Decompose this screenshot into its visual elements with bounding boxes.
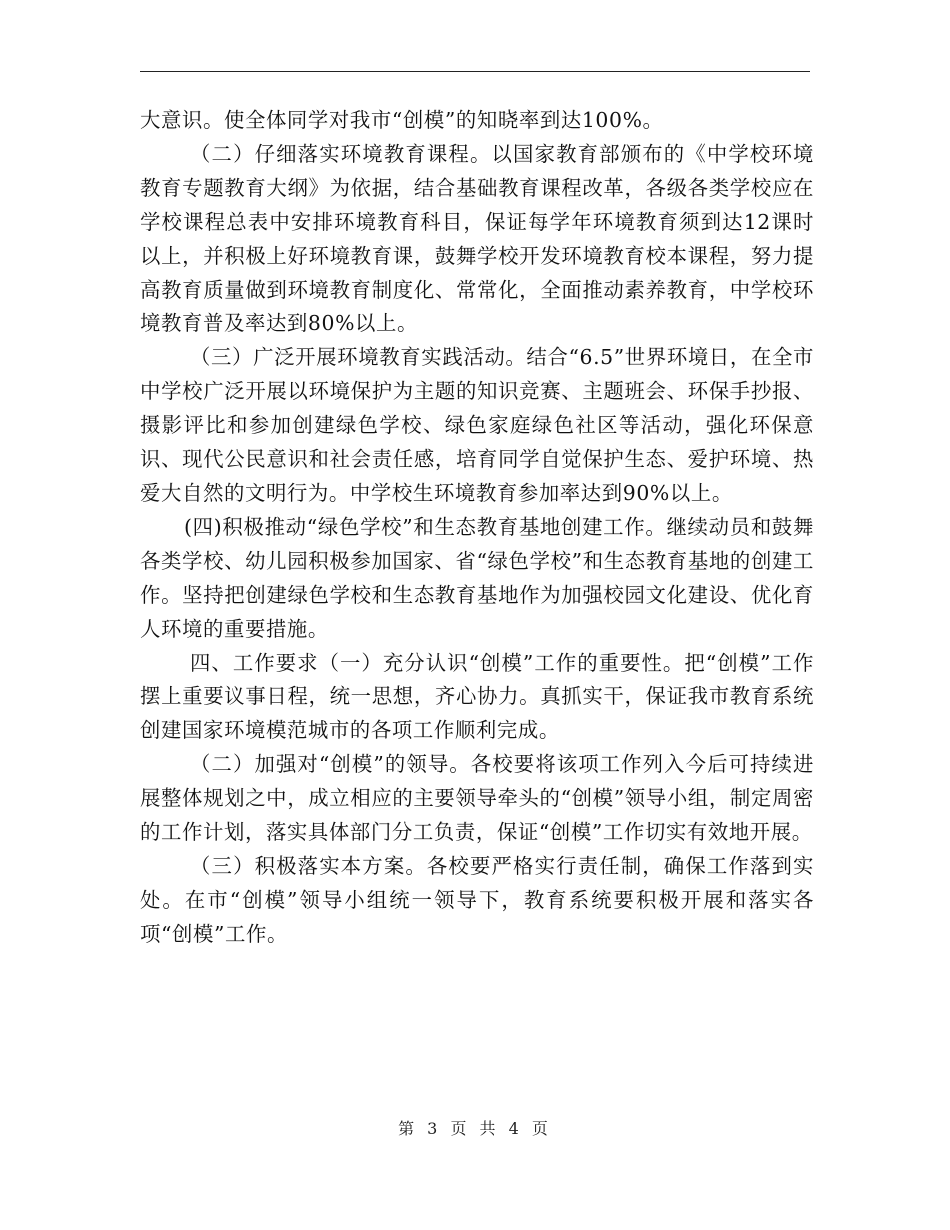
paragraph-awareness-continuation: 大意识。使全体同学对我市“创模”的知晓率到达100%。 bbox=[140, 108, 664, 132]
paragraph-leadership: （二）加强对“创模”的领导。各校要将该项工作列入今后可持续进展整体规划之中，成立相应的主要领导牵头的“创模”领导小组，制定周密的工作计划，落实具体部门分工负责，保证“创模”工作切实有效地开展。 bbox=[140, 752, 814, 845]
page-number-footer: 第 3 页 共 4 页 bbox=[398, 1119, 552, 1138]
paragraph-practice-activities: （三）广泛开展环境教育实践活动。结合“6.5”世界环境日，在全市中学校广泛开展以环境保护为主题的知识竞赛、主题班会、环保手抄报、摄影评比和参加创建绿色学校、绿色家庭绿色社区等活动，强化环保意识、现代公民意识和社会责任感，培育同学自觉保护生态、爱护环境、热爱大自然的文明行为。中学校生环境教育参加率达到90%以上。 bbox=[140, 345, 814, 505]
paragraph-implementation: （三）积极落实本方案。各校要严格实行责任制，确保工作落到实处。在市“创模”领导小组统一领导下，教育系统要积极开展和落实各项“创模”工作。 bbox=[140, 853, 814, 946]
paragraph-environment-curriculum: （二）仔细落实环境教育课程。以国家教育部颁布的《中学校环境教育专题教育大纲》为依据，结合基础教育课程改革，各级各类学校应在学校课程总表中安排环境教育科目，保证每学年环境教育须到达12课时以上，并积极上好环境教育课，鼓舞学校开发环境教育校本课程，努力提高教育质量做到环境教育制度化、常常化，全面推动素养教育，中学校环境教育普及率达到80%以上。 bbox=[140, 141, 814, 336]
paragraph-work-requirements: 四、工作要求（一）充分认识“创模”工作的重要性。把“创模”工作摆上重要议事日程，统一思想，齐心协力。真抓实干，保证我市教育系统创建国家环境模范城市的各项工作顺利完成。 bbox=[140, 650, 814, 743]
document-body bbox=[140, 104, 814, 952]
header-rule bbox=[140, 71, 810, 72]
paragraph-green-school: (四)积极推动“绿色学校”和生态教育基地创建工作。继续动员和鼓舞各类学校、幼儿园积极参加国家、省“绿色学校”和生态教育基地的创建工作。坚持把创建绿色学校和生态教育基地作为加强校园文化建设、优化育人环境的重要措施。 bbox=[140, 514, 814, 641]
